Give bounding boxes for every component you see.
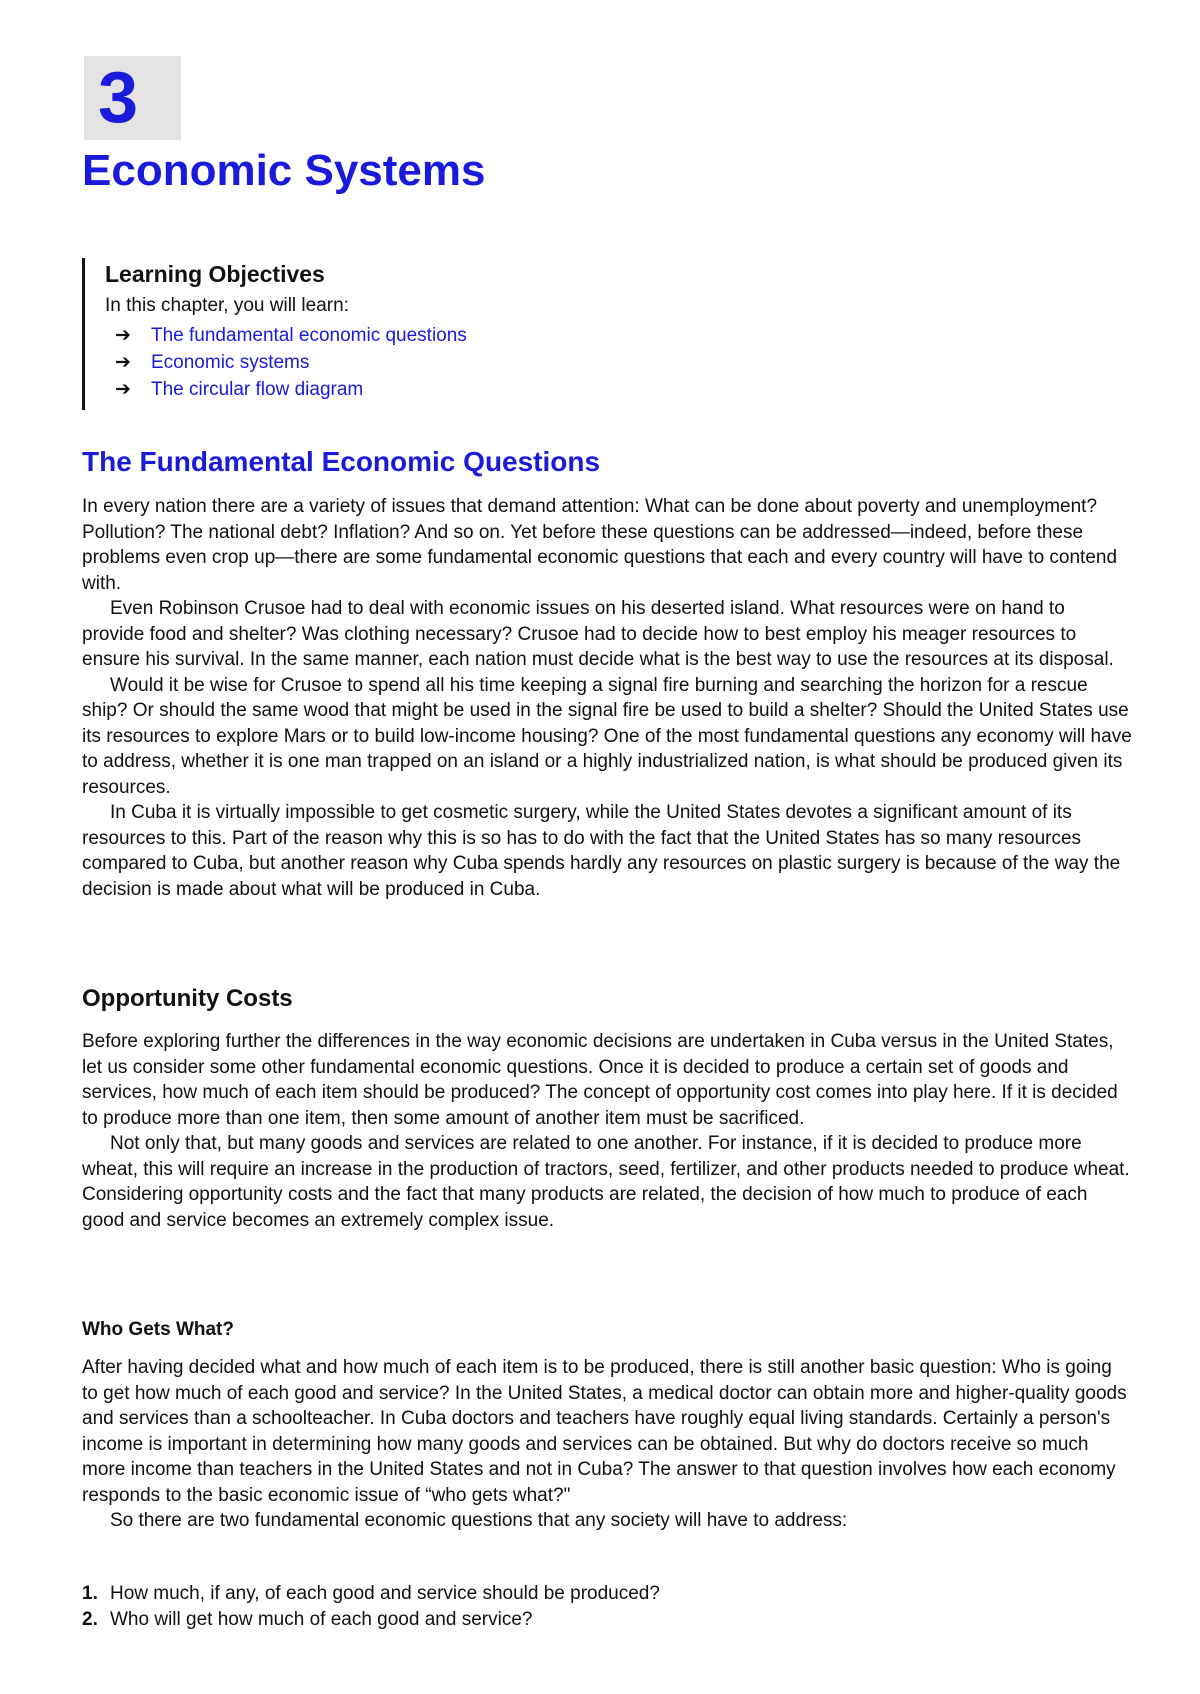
objective-item[interactable] [115,349,682,376]
section-heading-opportunity-costs: Opportunity Costs [82,985,293,1012]
arrow-icon: ➔ [115,325,131,346]
paragraph: Before exploring further the differences in the way economic decisions are undertaken in Cuba versus in the United States, let us consider some other fundamental economic questions. Once it is decided to produce a certain set of goods and services, how much of each item should be produced? The concept of opportunity cost comes into play here. If it is decided to produce more than one item, then some amount of another item must be sacrificed. [82,1031,1118,1129]
list-item [82,1581,660,1607]
objective-link-economic-systems[interactable]: Economic systems [151,352,310,373]
objective-item[interactable] [115,376,682,403]
list-item-text: How much, if any, of each good and service should be produced? [110,1583,660,1604]
objective-link-fundamental-questions[interactable]: The fundamental economic questions [151,325,467,346]
chapter-number-box [84,56,181,140]
section-body-opportunity-costs [82,1029,1132,1233]
chapter-number: 3 [98,58,139,138]
chapter-title: Economic Systems [82,146,486,195]
section-body-fundamental-questions [82,494,1132,902]
learning-objectives-heading: Learning Objectives [105,261,325,287]
paragraph: Not only that, but many goods and services are related to one another. For instance, if it is decided to produce more wheat, this will require an increase in the production of tractors, seed, fertilizer, and other products needed to produce wheat. Considering opportunity costs and the fact that many products are related, the decision of how much to produce of each good and service becomes an extremely complex issue. [82,1133,1130,1231]
paragraph: Would it be wise for Crusoe to spend all his time keeping a signal fire burning and searching the horizon for a rescue ship? Or should the same wood that might be used in the signal fire be used to build a shelter? Should the United States use its resources to explore Mars or to build low-income housing? One of the most fundamental questions any economy will have to address, whether it is one man trapped on an island or a highly industrialized nation, is what should be produced given its resources. [82,674,1132,798]
arrow-icon: ➔ [115,379,131,400]
paragraph: In Cuba it is virtually impossible to get cosmetic surgery, while the United States devotes a significant amount of its resources to this. Part of the reason why this is so has to do with the fact that the United States has so many resources compared to Cuba, but another reason why Cuba spends hardly any resources on plastic surgery is because of the way the decision is made about what will be produced in Cuba. [82,802,1121,900]
paragraph: So there are two fundamental economic questions that any society will have to address: [110,1510,848,1531]
fundamental-questions-list [82,1581,660,1632]
list-number: 1. [82,1583,98,1604]
learning-objectives-list [105,322,682,403]
arrow-icon: ➔ [115,352,131,373]
paragraph: In every nation there are a variety of issues that demand attention: What can be done about poverty and unemployment? Pollution? The national debt? Inflation? And so on. Yet before these questions can be addressed—indeed, before these problems even crop up—there are some fundamental economic questions that each and every country will have to contend with. [82,496,1118,594]
section-body-who-gets-what [82,1355,1132,1534]
learning-objectives-intro: In this chapter, you will learn: [105,295,349,316]
section-heading-fundamental-questions: The Fundamental Economic Questions [82,446,601,477]
list-number: 2. [82,1608,98,1630]
paragraph: After having decided what and how much of each item is to be produced, there is still another basic question: Who is going to get how much of each good and service? In the United States, a medical doctor can obtain more and higher-quality goods and services than a schoolteacher. In Cuba doctors and teachers have roughly equal living standards. Certainly a person's income is important in determining how many goods and services can be obtained. But why do doctors receive so much more income than teachers in the United States and not in Cuba? The answer to that question involves how each economy responds to the basic economic issue of “who gets what?" [82,1357,1127,1506]
objective-link-circular-flow[interactable]: The circular flow diagram [151,379,364,400]
list-item-text: Who will get how much of each good and service? [110,1608,533,1630]
list-item [82,1607,660,1633]
paragraph: Even Robinson Crusoe had to deal with economic issues on his deserted island. What resources were on hand to provide food and shelter? Was clothing necessary? Crusoe had to decide how to best employ his meager resources to ensure his survival. In the same manner, each nation must decide what is the best way to use the resources at its disposal. [82,598,1114,670]
learning-objectives-box [82,258,682,410]
objective-item[interactable] [115,322,682,349]
section-heading-who-gets-what: Who Gets What? [82,1319,234,1340]
